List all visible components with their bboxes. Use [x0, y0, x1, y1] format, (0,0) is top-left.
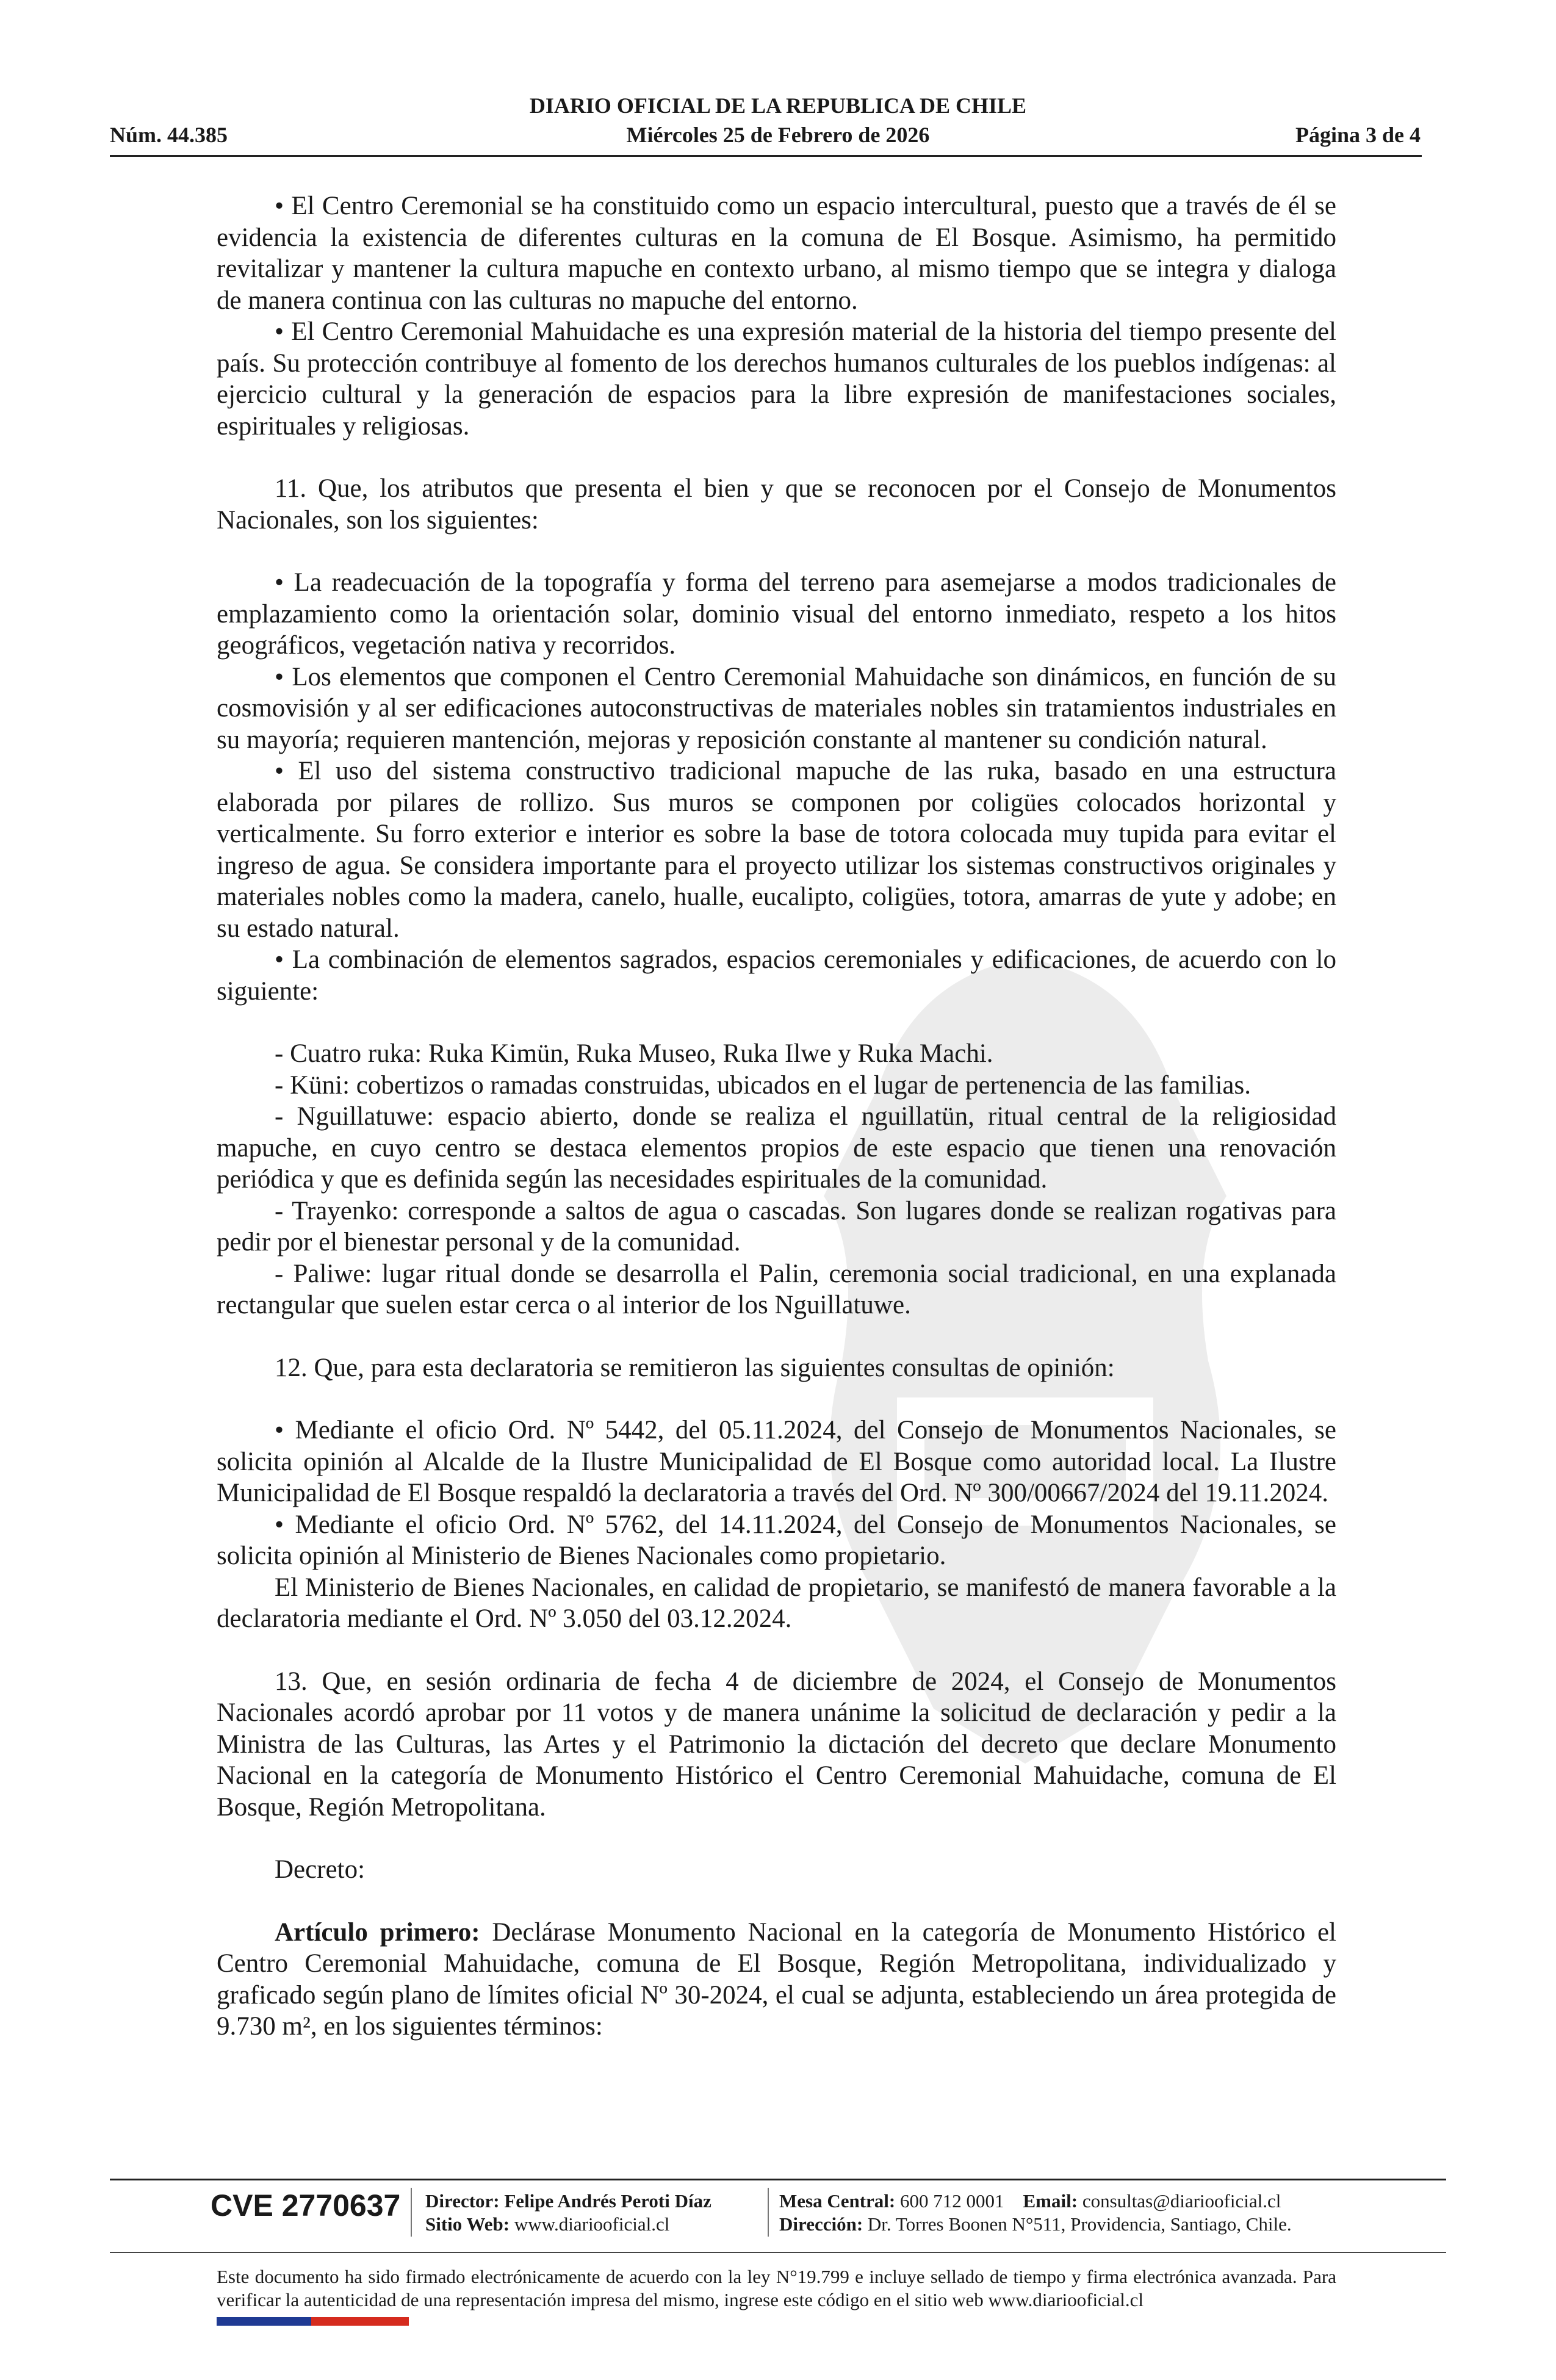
paragraph: • El Centro Ceremonial Mahuidache es una expresión material de la historia del tiempo presente del país. Su protección contribuye al fomento de los derechos humanos culturales de los pueblos indígenas: al ejercicio cultural y la generación de espacios para la libre expresión de manifestaciones sociales, espirituales y religiosas.: [217, 317, 1336, 441]
mesa-label: Mesa Central:: [779, 2190, 896, 2212]
flag-blue-segment: [217, 2317, 311, 2326]
footer-divider: [110, 2252, 1446, 2253]
paragraph: • Mediante el oficio Ord. Nº 5762, del 14.11.2024, del Consejo de Monumentos Nacionales, se solicita opinión al Ministerio de Bienes Nacionales como propietario.: [217, 1510, 1336, 1570]
paragraph: • El uso del sistema constructivo tradicional mapuche de las ruka, basado en una estructura elaborada por pilares de rollizo. Sus muros se componen por coligües colocados horizontal y verticalmente. Su forro exterior e interior es sobre la base de totora colocada muy tupida para evitar el ingreso de agua. Se considera importante para el proyecto utilizar los sistemas constructivos originales y materiales nobles como la madera, canelo, hualle, eucalipto, coligües, totora, amarras de yute y adobe; en su estado natural.: [217, 757, 1336, 943]
paragraph: - Küni: cobertizos o ramadas construidas, ubicados en el lugar de pertenencia de las familias.: [275, 1070, 1251, 1100]
paragraph: 11. Que, los atributos que presenta el bien y que se reconocen por el Consejo de Monumentos Nacionales, son los siguientes:: [217, 474, 1336, 535]
paragraph: - Trayenko: corresponde a saltos de agua o cascadas. Son lugares donde se realizan rogativas para pedir por el bienestar personal y de la comunidad.: [217, 1196, 1336, 1257]
paragraph: - Cuatro ruka: Ruka Kimün, Ruka Museo, Ruka Ilwe y Ruka Machi.: [275, 1039, 993, 1068]
email-label: Email:: [1023, 2190, 1078, 2212]
mesa-phone: 600 712 0001: [900, 2190, 1004, 2212]
article-paragraph: [217, 1917, 1336, 2043]
cve-code: CVE 2770637: [211, 2188, 401, 2223]
director-label: Director: Felipe Andrés Peroti Díaz: [425, 2190, 711, 2212]
paragraph: 13. Que, en sesión ordinaria de fecha 4 de diciembre de 2024, el Consejo de Monumentos Nacionales acordó aprobar por 11 votos y de manera unánime la solicitud de declaración y pedir a la Ministra de las Culturas, las Artes y el Patrimonio la dictación del decreto que declare Monumento Nacional en la categoría de Monumento Histórico el Centro Ceremonial Mahuidache, comuna de El Bosque, Región Metropolitana.: [217, 1667, 1336, 1822]
paragraph: • Mediante el oficio Ord. Nº 5442, del 05.11.2024, del Consejo de Monumentos Nacionales, se solicita opinión al Alcalde de la Ilustre Municipalidad de El Bosque como autoridad local. La Ilustre Municipalidad de El Bosque respaldó la declaratoria a través del Ord. Nº 300/00667/2024 del 19.11.2024.: [217, 1416, 1336, 1507]
flag-stripe: [217, 2317, 409, 2326]
website-label: Sitio Web:: [425, 2213, 510, 2235]
header-divider: [110, 155, 1422, 157]
paragraph: • La combinación de elementos sagrados, espacios ceremoniales y edificaciones, de acuerdo con lo siguiente:: [217, 945, 1336, 1006]
article-label: Artículo primero:: [275, 1917, 480, 1947]
newspaper-title: DIARIO OFICIAL DE LA REPUBLICA DE CHILE: [529, 93, 1027, 118]
paragraph: - Paliwe: lugar ritual donde se desarrolla el Palin, ceremonia social tradicional, en una explanada rectangular que suelen estar cerca o al interior de los Nguillatuwe.: [217, 1259, 1336, 1319]
footer-contact-block: [779, 2190, 1292, 2236]
address-text: Dr. Torres Boonen N°511, Providencia, Santiago, Chile.: [867, 2213, 1292, 2235]
page-number: Página 3 de 4: [1295, 123, 1421, 147]
document-body: [217, 190, 1336, 2043]
paragraph: • La readecuación de la topografía y forma del terreno para asemejarse a modos tradicionales de emplazamiento como la orientación solar, dominio visual del entorno inmediato, respeto a los hitos geográficos, vegetación nativa y recorridos.: [217, 568, 1336, 660]
issue-date: Miércoles 25 de Febrero de 2026: [626, 123, 930, 147]
legal-notice: Este documento ha sido firmado electrónicamente de acuerdo con la ley N°19.799 e incluye sellado de tiempo y firma electrónica avanzada. Para verificar la autenticidad de una representación impresa del mismo, ingrese este código en el sitio web www.diariooficial.cl: [217, 2266, 1336, 2310]
paragraph: - Nguillatuwe: espacio abierto, donde se realiza el nguillatün, ritual central de la religiosidad mapuche, en cuyo centro se destaca elementos propios de este espacio que tienen una renovación periódica y que es definida según las necesidades espirituales de la comunidad.: [217, 1102, 1336, 1194]
footer-separator: [411, 2188, 412, 2237]
email-link[interactable]: consultas@diariooficial.cl: [1082, 2190, 1281, 2212]
article-text: Declárase Monumento Nacional en la categoría de Monumento Histórico el Centro Ceremonial Mahuidache, comuna de El Bosque, Región Metropolitana, individualizado y graficado según plano de límites oficial Nº 30-2024, el cual se adjunta, estableciendo un área protegida de 9.730 m², en los siguientes términos:: [217, 1917, 1336, 2041]
footer-director-block: [425, 2190, 711, 2236]
footer-separator: [768, 2188, 769, 2237]
paragraph: • Los elementos que componen el Centro Ceremonial Mahuidache son dinámicos, en función de su cosmovisión y al ser edificaciones autoconstructivas de materiales nobles sin tratamientos industriales en su mayoría; requieren mantención, mejoras y reposición constante al mantener su condición natural.: [217, 662, 1336, 754]
address-label: Dirección:: [779, 2213, 863, 2235]
paragraph: • El Centro Ceremonial se ha constituido como un espacio intercultural, puesto que a través de él se evidencia la existencia de diferentes culturas en la comuna de El Bosque. Asimismo, ha permitido revitalizar y mantener la cultura mapuche en contexto urbano, al mismo tiempo que se integra y dialoga de manera continua con las culturas no mapuche del entorno.: [217, 192, 1336, 315]
website-link[interactable]: www.diariooficial.cl: [514, 2213, 670, 2235]
flag-red-segment: [311, 2317, 409, 2326]
paragraph: El Ministerio de Bienes Nacionales, en calidad de propietario, se manifestó de manera favorable a la declaratoria mediante el Ord. Nº 3.050 del 03.12.2024.: [217, 1573, 1336, 1633]
paragraph: 12. Que, para esta declaratoria se remitieron las siguientes consultas de opinión:: [275, 1353, 1115, 1382]
paragraph: Decreto:: [275, 1855, 366, 1884]
footer-divider: [110, 2179, 1446, 2180]
issue-number: Núm. 44.385: [110, 123, 228, 147]
